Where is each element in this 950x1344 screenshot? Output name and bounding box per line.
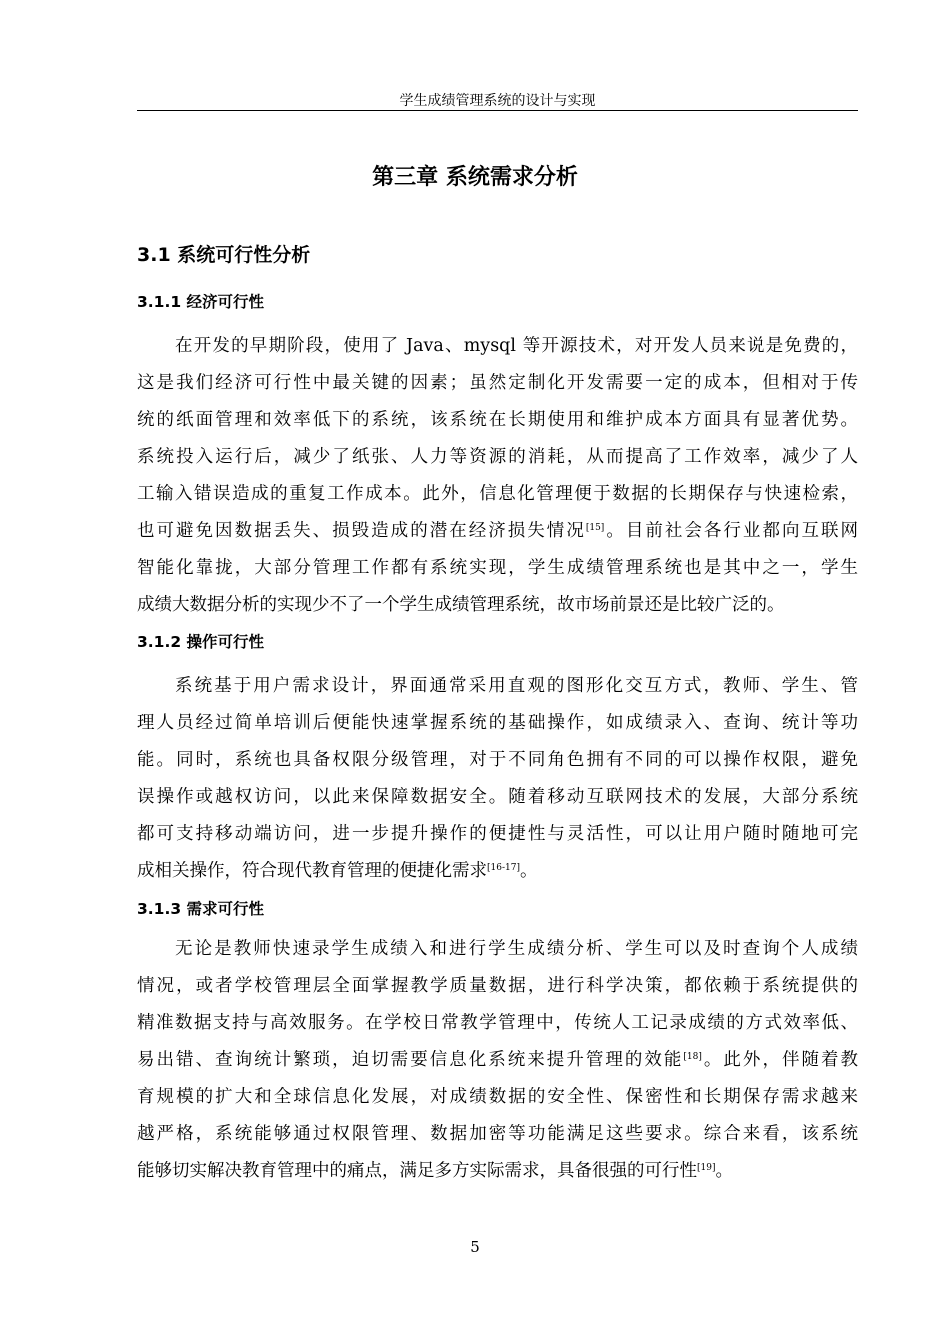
line-text: 无论是教师快速录学生成绩入和进行学生成绩分析、学生可以及时查询个人成绩 xyxy=(175,939,858,959)
line-text: 成相关操作，符合现代教育管理的便捷化需求 xyxy=(137,861,487,881)
chapter-title: 第三章 系统需求分析 xyxy=(372,165,578,190)
line-text: 统的纸面管理和效率低下的系统，该系统在长期使用和维护成本方面具有显著优势。 xyxy=(137,410,858,430)
paragraph-line xyxy=(137,1085,858,1109)
paragraph-line xyxy=(137,1011,858,1035)
line-text: 。目前社会各行业都向互联网 xyxy=(604,521,858,541)
line-text: 误操作或越权访问，以此来保障数据安全。随着移动互联网技术的发展，大部分系统 xyxy=(137,787,858,807)
line-text: 成绩大数据分析的实现少不了一个学生成绩管理系统，故市场前景还是比较广泛的。 xyxy=(137,595,785,615)
line-text: 。此外，伴随着教 xyxy=(701,1050,859,1070)
paragraph-line xyxy=(137,711,858,735)
header-divider xyxy=(137,110,858,111)
line-text: 系统基于用户需求设计，界面通常采用直观的图形化交互方式，教师、学生、管 xyxy=(175,676,858,696)
paragraph-line xyxy=(137,1048,858,1072)
paragraph-line xyxy=(137,1159,858,1183)
line-text: 这是我们经济可行性中最关键的因素；虽然定制化开发需要一定的成本，但相对于传 xyxy=(137,373,858,393)
citation-ref: [18] xyxy=(683,1052,702,1062)
paragraph-line xyxy=(137,371,858,395)
paragraph-line xyxy=(137,519,858,543)
paragraph-line xyxy=(137,408,858,432)
line-text: 在开发的早期阶段，使用了 Java、mysql 等开源技术，对开发人员来说是免费的， xyxy=(175,336,858,356)
line-text: 易出错、查询统计繁琐，迫切需要信息化系统来提升管理的效能 xyxy=(137,1050,684,1070)
paragraph-line xyxy=(137,593,858,617)
paragraph-line xyxy=(137,974,858,998)
paragraph-line xyxy=(175,334,858,358)
subsection-heading: 3.1.2 操作可行性 xyxy=(137,633,265,651)
paragraph-line xyxy=(137,859,858,883)
paragraph-line xyxy=(175,937,858,961)
line-text: 育规模的扩大和全球信息化发展，对成绩数据的安全性、保密性和长期保存需求越来 xyxy=(137,1087,858,1107)
subsection-heading: 3.1.1 经济可行性 xyxy=(137,293,265,311)
paragraph-line xyxy=(137,785,858,809)
citation-ref: [19] xyxy=(697,1163,716,1173)
line-text: 能。同时，系统也具备权限分级管理，对于不同角色拥有不同的可以操作权限，避免 xyxy=(137,750,858,770)
paragraph-line xyxy=(137,556,858,580)
citation-ref: [15] xyxy=(585,523,605,533)
subsection-heading: 3.1.3 需求可行性 xyxy=(137,900,265,918)
line-text: 情况，或者学校管理层全面掌握教学质量数据，进行科学决策，都依赖于系统提供的 xyxy=(137,976,858,996)
line-text: 都可支持移动端访问，进一步提升操作的便捷性与灵活性，可以让用户随时随地可完 xyxy=(137,824,858,844)
paragraph-line xyxy=(137,445,858,469)
paragraph-line xyxy=(137,482,858,506)
line-text: 。 xyxy=(715,1161,733,1181)
paragraph-line xyxy=(137,1122,858,1146)
line-text: 系统投入运行后，减少了纸张、人力等资源的消耗，从而提高了工作效率，减少了人 xyxy=(137,447,858,467)
paragraph-line xyxy=(137,822,858,846)
paragraph-line xyxy=(137,748,858,772)
section-heading: 3.1 系统可行性分析 xyxy=(137,244,311,266)
line-text: 越严格，系统能够通过权限管理、数据加密等功能满足这些要求。综合来看，该系统 xyxy=(137,1124,858,1144)
line-text: 。 xyxy=(519,861,538,881)
citation-ref: [16-17] xyxy=(487,863,520,873)
line-text: 智能化靠拢，大部分管理工作都有系统实现，学生成绩管理系统也是其中之一，学生 xyxy=(137,558,858,578)
running-header: 学生成绩管理系统的设计与实现 xyxy=(399,93,596,109)
line-text: 能够切实解决教育管理中的痛点，满足多方实际需求，具备很强的可行性 xyxy=(137,1161,697,1181)
line-text: 也可避免因数据丢失、损毁造成的潜在经济损失情况 xyxy=(137,521,586,541)
paragraph-line xyxy=(175,674,858,698)
line-text: 理人员经过简单培训后便能快速掌握系统的基础操作，如成绩录入、查询、统计等功 xyxy=(137,713,858,733)
line-text: 工输入错误造成的重复工作成本。此外，信息化管理便于数据的长期保存与快速检索， xyxy=(137,484,858,504)
page-number: 5 xyxy=(470,1238,480,1256)
line-text: 精准数据支持与高效服务。在学校日常教学管理中，传统人工记录成绩的方式效率低、 xyxy=(137,1013,858,1033)
